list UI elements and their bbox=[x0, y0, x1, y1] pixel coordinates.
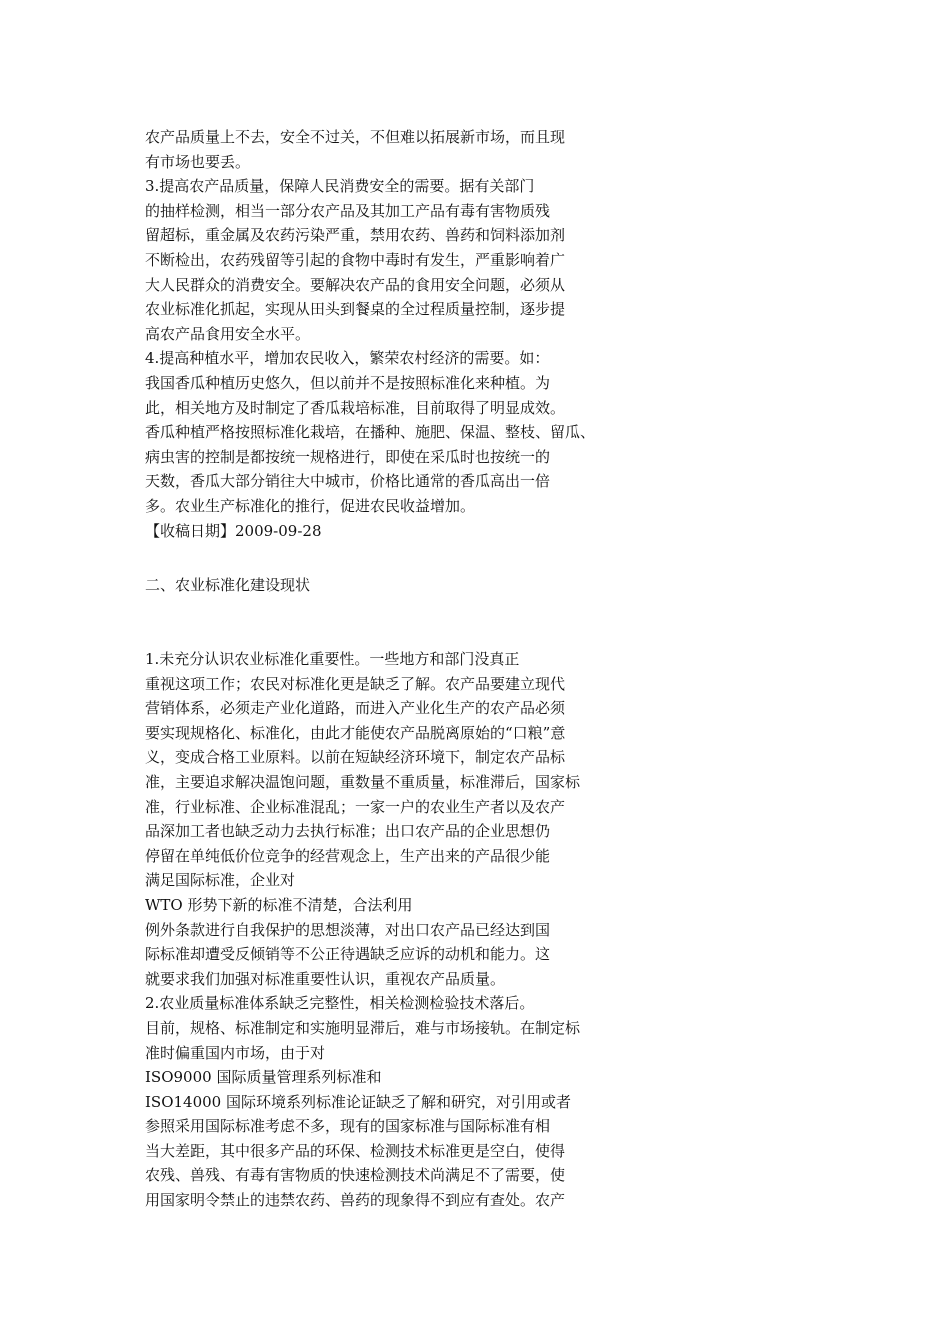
text-line: 参照采用国际标准考虑不多，现有的国家标准与国际标准有相 bbox=[145, 1117, 551, 1136]
text-line: 1.未充分认识农业标准化重要性。一些地方和部门没真正 bbox=[145, 650, 520, 668]
text-line: 就要求我们加强对标准重要性认识，重视农产品质量。 bbox=[145, 969, 506, 988]
text-line: 不断检出，农药残留等引起的食物中毒时有发生，严重影响着广 bbox=[145, 250, 566, 269]
text-line: 营销体系，必须走产业化道路，而进入产业化生产的农产品必须 bbox=[145, 699, 566, 718]
text-line: 准时偏重国内市场，由于对 bbox=[145, 1043, 326, 1062]
text-line: 满足国际标准，企业对 bbox=[145, 871, 296, 890]
text-line: 农残、兽残、有毒有害物质的快速检测技术尚满足不了需要，使 bbox=[145, 1166, 566, 1185]
text-line: 要实现规格化、标准化，由此才能使农产品脱离原始的“口粮”意 bbox=[145, 723, 566, 742]
text-line: 病虫害的控制是都按统一规格进行，即使在采瓜时也按统一的 bbox=[145, 447, 551, 466]
text-line: 有市场也要丢。 bbox=[145, 152, 251, 171]
section-heading: 二、农业标准化建设现状 bbox=[145, 576, 311, 594]
received-date: 【收稿日期】2009-09-28 bbox=[145, 521, 322, 540]
text-line: 际标准却遭受反倾销等不公正待遇缺乏应诉的动机和能力。这 bbox=[145, 945, 551, 964]
section-heading-block bbox=[145, 573, 665, 598]
section-1-text bbox=[145, 125, 665, 543]
text-line: 2.农业质量标准体系缺乏完整性，相关检测检验技术落后。 bbox=[145, 994, 535, 1013]
text-line: 大人民群众的消费安全。要解决农产品的食用安全问题，必须从 bbox=[145, 275, 566, 294]
text-line: 用国家明令禁止的违禁农药、兽药的现象得不到应有查处。农产 bbox=[145, 1191, 566, 1210]
text-line: 3.提高农产品质量，保障人民消费安全的需要。据有关部门 bbox=[145, 177, 535, 196]
text-line: 目前，规格、标准制定和实施明显滞后，难与市场接轨。在制定标 bbox=[145, 1018, 581, 1037]
text-line: 义，变成合格工业原料。以前在短缺经济环境下，制定农产品标 bbox=[145, 748, 566, 767]
text-line: 我国香瓜种植历史悠久，但以前并不是按照标准化来种植。为 bbox=[145, 373, 551, 392]
text-line: 农业标准化抓起，实现从田头到餐桌的全过程质量控制，逐步提 bbox=[145, 300, 566, 319]
section-2-text bbox=[145, 647, 665, 1213]
text-line: 例外条款进行自我保护的思想淡薄，对出口农产品已经达到国 bbox=[145, 920, 551, 939]
text-line: 当大差距，其中很多产品的环保、检测技术标准更是空白，使得 bbox=[145, 1141, 566, 1160]
text-line: 4.提高种植水平，增加农民收入，繁荣农村经济的需要。如： bbox=[145, 349, 550, 368]
text-line: 香瓜种植严格按照标准化栽培，在播种、施肥、保温、整枝、留瓜、 bbox=[145, 423, 596, 442]
text-line: ISO14000 国际环境系列标准论证缺乏了解和研究，对引用或者 bbox=[145, 1092, 571, 1111]
text-line: 高农产品食用安全水平。 bbox=[145, 324, 311, 343]
text-line: 的抽样检测，相当一部分农产品及其加工产品有毒有害物质残 bbox=[145, 201, 551, 220]
text-line: 准，行业标准、企业标准混乱；一家一户的农业生产者以及农产 bbox=[145, 797, 566, 816]
text-line: 农产品质量上不去，安全不过关，不但难以拓展新市场，而且现 bbox=[145, 128, 566, 146]
text-line: 准，主要追求解决温饱问题，重数量不重质量，标准滞后，国家标 bbox=[145, 772, 581, 791]
text-line: 多。农业生产标准化的推行，促进农民收益增加。 bbox=[145, 496, 476, 515]
text-line: WTO 形势下新的标准不清楚，合法利用 bbox=[145, 895, 413, 914]
text-line: 停留在单纯低价位竞争的经营观念上，生产出来的产品很少能 bbox=[145, 846, 551, 865]
text-line: 天数，香瓜大部分销往大中城市，价格比通常的香瓜高出一倍 bbox=[145, 472, 551, 491]
text-line: 品深加工者也缺乏动力去执行标准；出口农产品的企业思想仍 bbox=[145, 822, 551, 841]
text-line: 留超标，重金属及农药污染严重，禁用农药、兽药和饲料添加剂 bbox=[145, 226, 566, 245]
text-line: 重视这项工作；农民对标准化更是缺乏了解。农产品要建立现代 bbox=[145, 674, 566, 693]
text-line: 此，相关地方及时制定了香瓜栽培标准，目前取得了明显成效。 bbox=[145, 398, 566, 417]
text-line: ISO9000 国际质量管理系列标准和 bbox=[145, 1068, 382, 1087]
